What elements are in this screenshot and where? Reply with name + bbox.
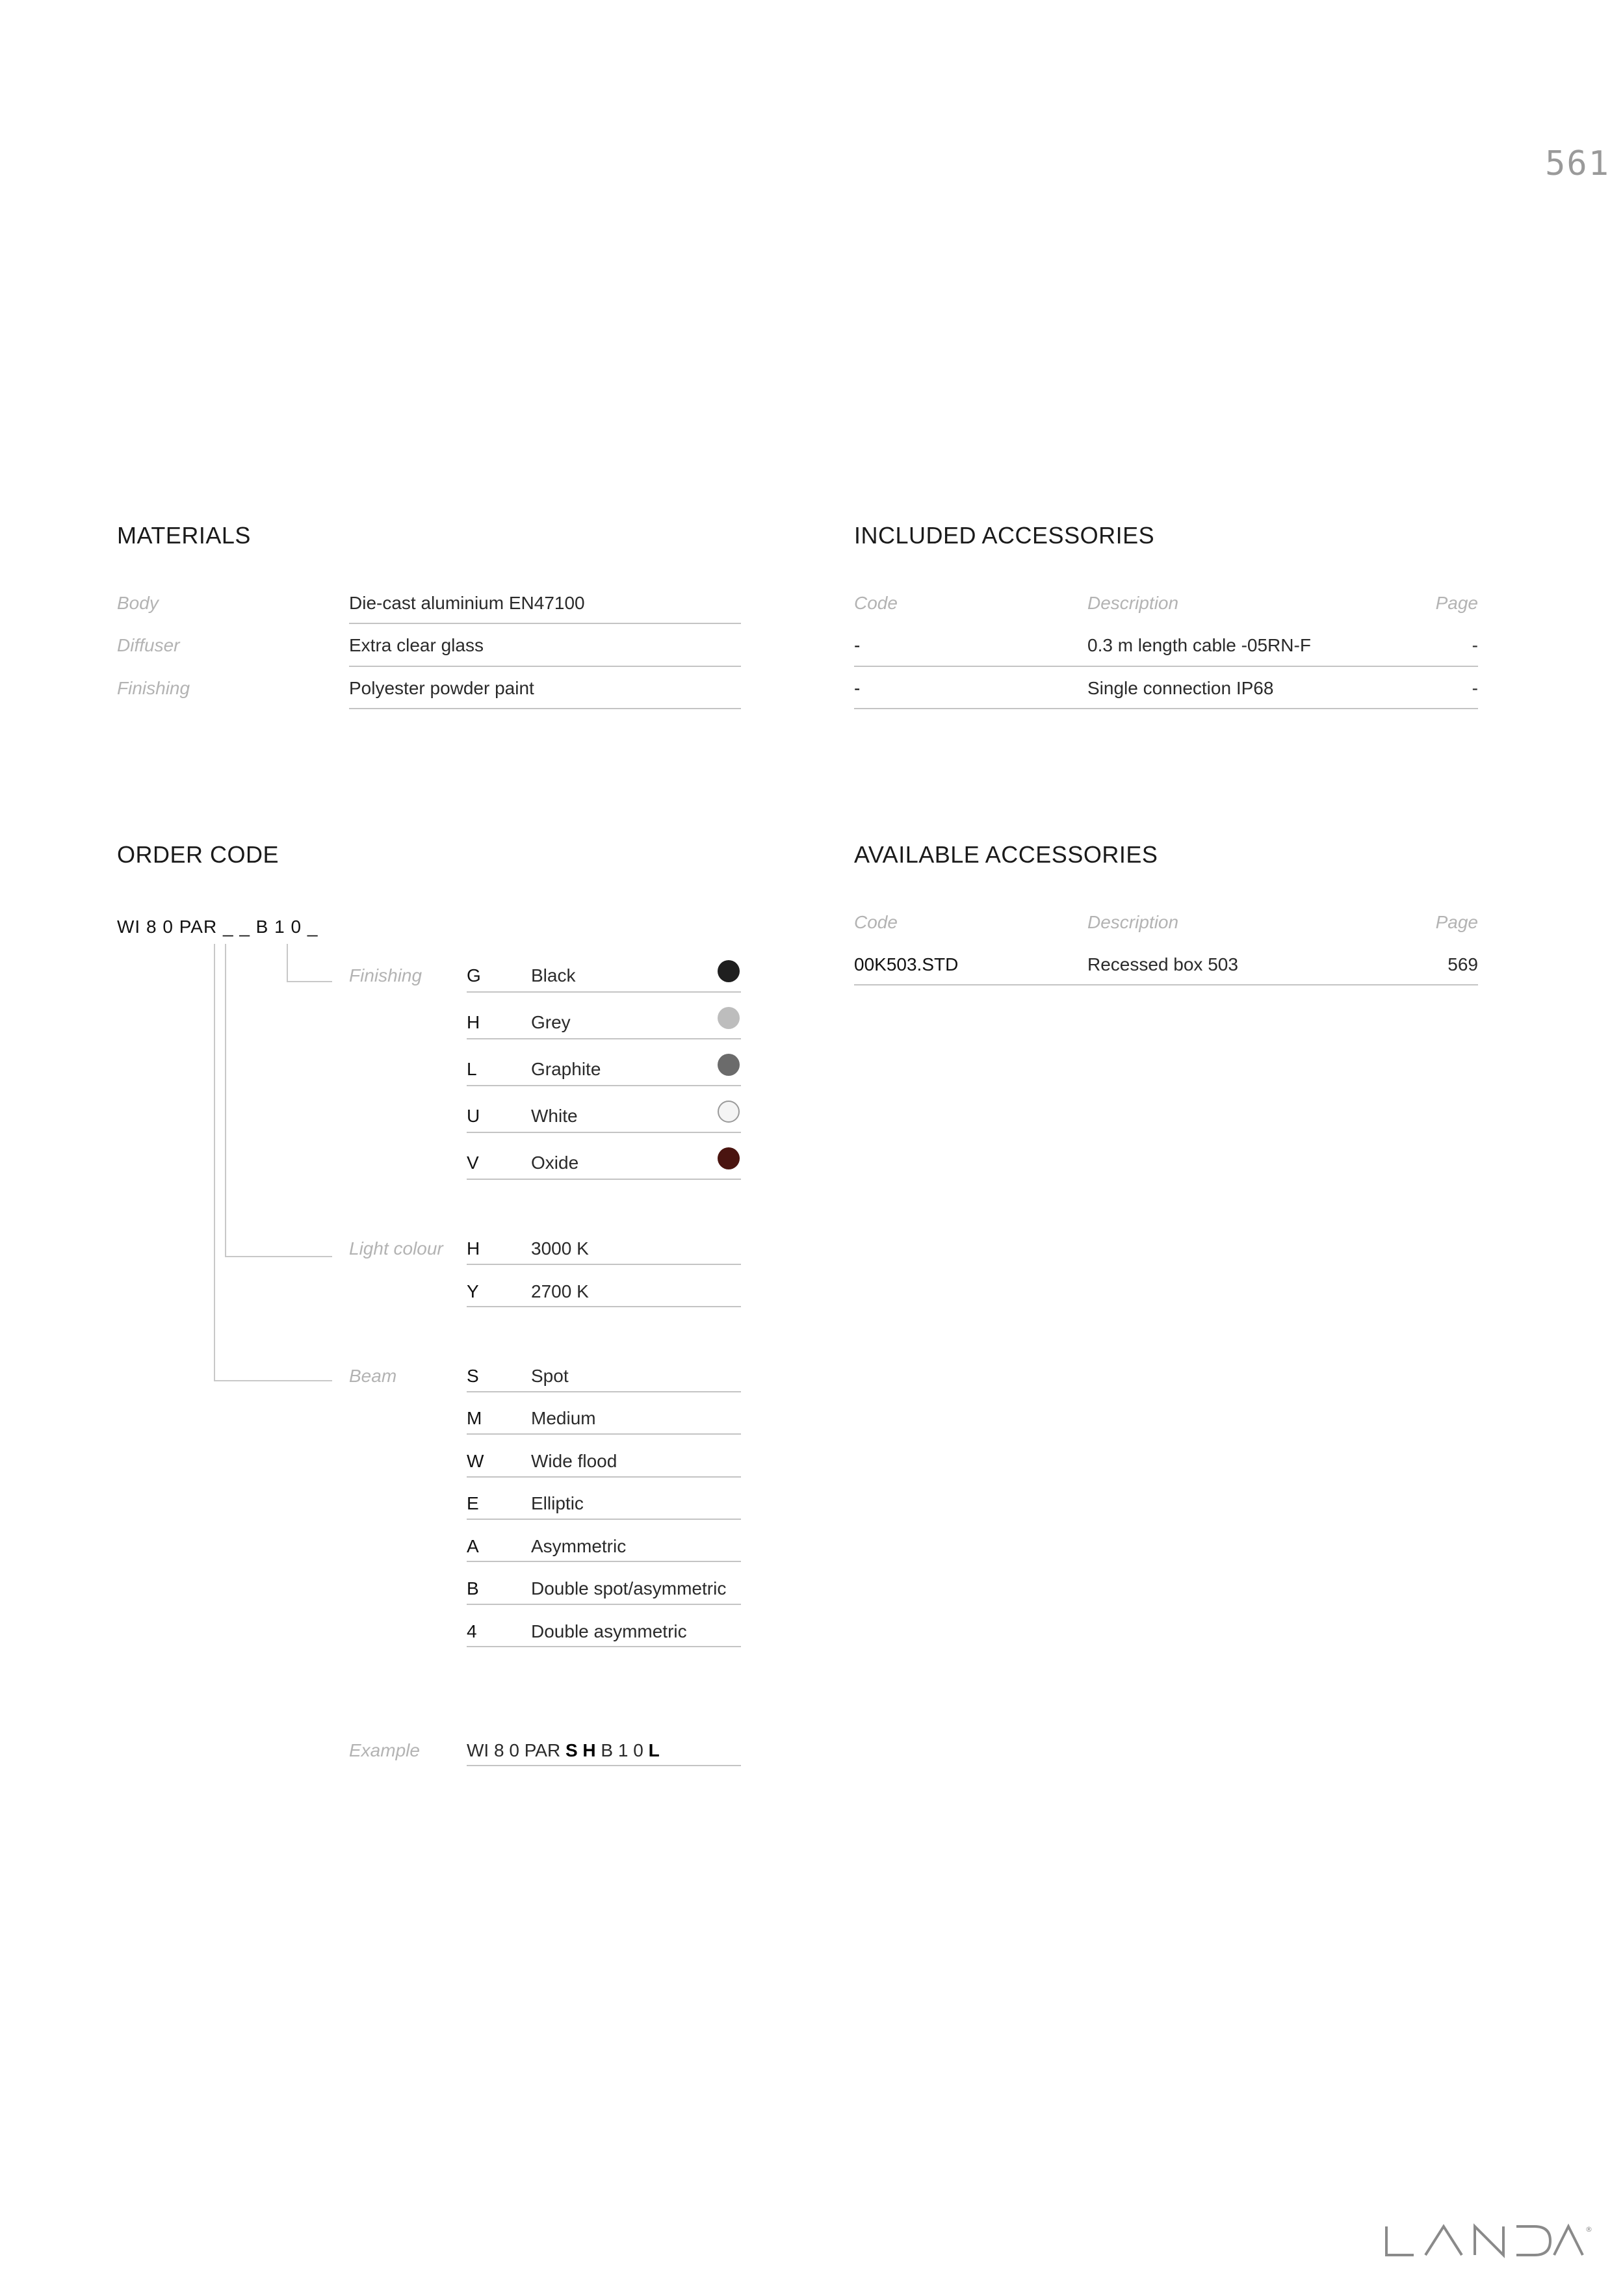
- available-header-code: Code: [854, 912, 898, 932]
- available-header-page: Page: [1435, 912, 1478, 932]
- row-divider: [854, 666, 1478, 667]
- row-divider: [467, 1646, 741, 1647]
- option-name: Double spot/asymmetric: [531, 1578, 727, 1598]
- row-divider: [467, 1264, 741, 1265]
- example-selection: L: [648, 1740, 660, 1760]
- row-divider: [467, 1132, 741, 1133]
- option-name: 2700 K: [531, 1281, 589, 1301]
- available-header-description: Description: [1087, 912, 1179, 932]
- option-name: Spot: [531, 1366, 569, 1386]
- option-name: Wide flood: [531, 1451, 617, 1471]
- example-code: [467, 1740, 660, 1761]
- graphite-swatch: [718, 1054, 740, 1076]
- page-number: 561: [1545, 144, 1610, 183]
- row-divider: [467, 1476, 741, 1478]
- option-name: Asymmetric: [531, 1536, 627, 1556]
- included-page: -: [1472, 635, 1478, 655]
- row-divider: [467, 1433, 741, 1435]
- included-page: -: [1472, 678, 1478, 698]
- white-swatch: [718, 1101, 740, 1123]
- row-divider: [467, 1519, 741, 1520]
- beam-group-label: Beam: [349, 1366, 397, 1386]
- included-header-page: Page: [1435, 593, 1478, 613]
- option-code: L: [467, 1059, 477, 1079]
- included-description: 0.3 m length cable -05RN-F: [1087, 635, 1311, 655]
- row-divider: [349, 666, 741, 667]
- option-code: H: [467, 1238, 480, 1259]
- example-label: Example: [349, 1740, 420, 1760]
- landa-logo-mark: [1384, 2223, 1592, 2259]
- row-divider: [349, 708, 741, 709]
- option-code: Y: [467, 1281, 479, 1301]
- materials-label: Finishing: [117, 678, 190, 698]
- row-divider: [467, 1085, 741, 1086]
- materials-value: Die-cast aluminium EN47100: [349, 593, 585, 613]
- finishing-group-label: Finishing: [349, 965, 422, 985]
- row-divider: [467, 1038, 741, 1039]
- included-header-description: Description: [1087, 593, 1179, 613]
- included-header-code: Code: [854, 593, 898, 613]
- option-code: W: [467, 1451, 484, 1471]
- option-code: B: [467, 1578, 479, 1598]
- registered-mark: ®: [1585, 2225, 1592, 2234]
- example-prefix: WI 8 0 PAR: [467, 1740, 565, 1760]
- row-divider: [349, 623, 741, 624]
- option-name: Oxide: [531, 1153, 579, 1173]
- row-divider: [467, 1561, 741, 1562]
- option-name: Grey: [531, 1012, 571, 1032]
- option-code: V: [467, 1153, 479, 1173]
- option-name: Elliptic: [531, 1493, 584, 1513]
- option-code: 4: [467, 1621, 477, 1641]
- available-code: 00K503.STD: [854, 954, 959, 974]
- option-code: M: [467, 1408, 482, 1428]
- light-colour-group-label: Light colour: [349, 1238, 443, 1259]
- included-description: Single connection IP68: [1087, 678, 1274, 698]
- beam-connector: [214, 944, 332, 1381]
- option-name: White: [531, 1106, 578, 1126]
- black-swatch: [718, 960, 740, 982]
- row-divider: [854, 708, 1478, 709]
- example-selection: S H: [565, 1740, 596, 1760]
- landa-logo: [1384, 2223, 1592, 2262]
- option-name: Double asymmetric: [531, 1621, 687, 1641]
- available-description: Recessed box 503: [1087, 954, 1238, 974]
- option-code: H: [467, 1012, 480, 1032]
- option-name: 3000 K: [531, 1238, 589, 1259]
- row-divider: [467, 1604, 741, 1605]
- row-divider: [467, 1391, 741, 1392]
- row-divider: [854, 984, 1478, 985]
- included-accessories-title: INCLUDED ACCESSORIES: [854, 522, 1155, 549]
- materials-value: Extra clear glass: [349, 635, 484, 655]
- grey-swatch: [718, 1007, 740, 1029]
- option-name: Medium: [531, 1408, 596, 1428]
- included-code: -: [854, 635, 861, 655]
- example-middle: B 1 0: [595, 1740, 649, 1760]
- oxide-swatch: [718, 1147, 740, 1169]
- option-code: U: [467, 1106, 480, 1126]
- option-name: Graphite: [531, 1059, 601, 1079]
- option-name: Black: [531, 965, 576, 985]
- row-divider: [467, 1306, 741, 1307]
- materials-label: Body: [117, 593, 159, 613]
- row-divider: [467, 991, 741, 993]
- row-divider: [467, 1765, 741, 1766]
- order-code-string: WI 8 0 PAR _ _ B 1 0 _: [117, 917, 318, 937]
- order-code-title: ORDER CODE: [117, 841, 279, 868]
- option-code: A: [467, 1536, 479, 1556]
- materials-label: Diffuser: [117, 635, 180, 655]
- materials-value: Polyester powder paint: [349, 678, 534, 698]
- available-accessories-title: AVAILABLE ACCESSORIES: [854, 841, 1158, 868]
- included-code: -: [854, 678, 861, 698]
- option-code: E: [467, 1493, 479, 1513]
- materials-title: MATERIALS: [117, 522, 251, 549]
- option-code: G: [467, 965, 481, 985]
- available-page: 569: [1448, 954, 1478, 974]
- row-divider: [467, 1179, 741, 1180]
- option-code: S: [467, 1366, 479, 1386]
